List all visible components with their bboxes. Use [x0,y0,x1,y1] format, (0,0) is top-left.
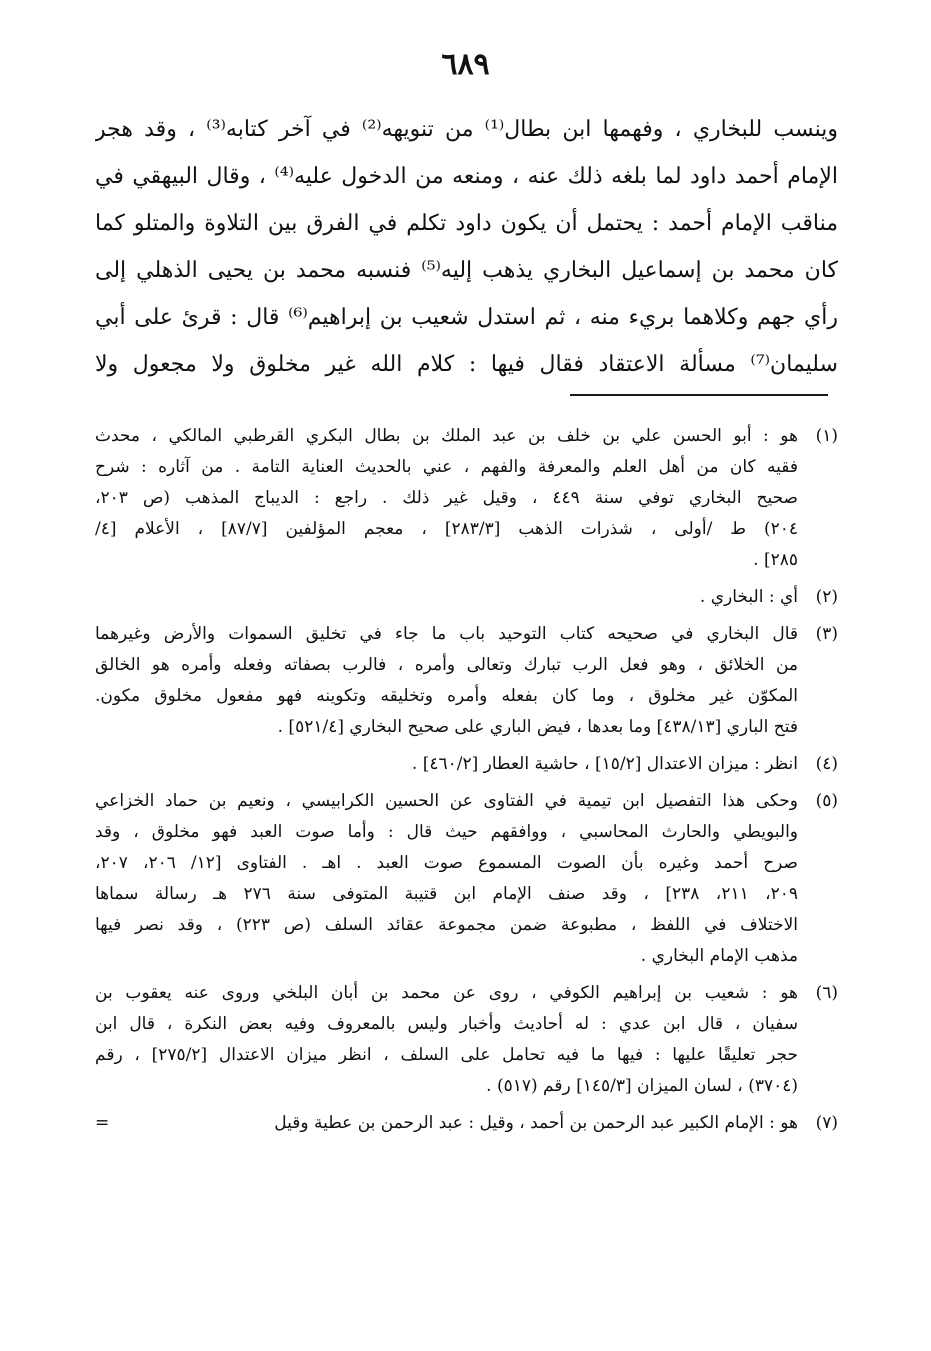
footnote-4 [95,749,838,780]
footnote-6 [95,978,838,1102]
footnote-line: قال البخاري في صحيحه كتاب التوحيد باب ما جاء في تخليق السموات والأرض وغيرهما [95,624,798,644]
footnote-line: هو : أبو الحسن علي بن خلف بن عبد الملك بن بطال البكري القرطبي المالكي ، محدث [95,426,798,446]
footnote-1 [95,421,838,576]
main-text [95,106,838,388]
footnote-line: هو : شعيب بن إبراهيم الكوفي ، روى عن محمد بن أبان البلخي وروى عنه يعقوب بن [95,983,798,1003]
footnote-line: مذهب الإمام البخاري . [640,946,798,966]
footnotes [95,421,838,1145]
footnote-5 [95,786,838,972]
footnote-line: فقيه كان من أهل العلم والمعرفة والفهم ، عني بالحديث العناية التامة . من آثاره : شرح [95,457,798,477]
page-number: ٦٨٩ [441,47,490,82]
footnote-line: أي : البخاري . [699,587,798,607]
footnote-body [95,749,798,780]
footnote-line: حجر تعليقًا عليها : فيها ما فيه تحامل على السلف ، انظر ميزان الاعتدال [٢٧٥/٢] ، رقم [95,1045,798,1065]
main-text-line: مناقب الإمام أحمد : يحتمل أن يكون داود تكلم في الفرق بين التلاوة والمتلو كما [95,211,838,236]
footnote-number: (٧) [815,1113,838,1133]
footnote-line: انظر : ميزان الاعتدال [١٥/٢] ، حاشية العطار [٤٦٠/٢] . [411,754,798,774]
footnote-3 [95,619,838,743]
footnote-number: (٣) [815,624,838,644]
footnote-body [95,978,798,1102]
footnote-number: (٥) [815,791,838,811]
footnote-line: من الخلائق ، وهو فعل الرب تبارك وتعالى وأمره ، فالرب بصفاته وفعله وأمره هو الخالق [95,655,798,675]
footnote-line: والبويطي والحارث المحاسبي ، ووافقهم حيث قال : وأما صوت العبد فهو مخلوق ، وقد [95,822,798,842]
footnote-body [95,619,798,743]
footnote-line: وحكى هذا التفصيل ابن تيمية في الفتاوى عن الحسين الكرابيسي ، ونعيم بن حماد الخزاعي [95,791,798,811]
footnote-body [95,786,798,972]
footnote-number: (٢) [815,587,838,607]
footnote-line: فتح الباري [٤٣٨/١٣] وما بعدها ، فيض الباري على صحيح البخاري [٥٢١/٤] . [277,717,798,737]
footnote-separator [570,394,828,396]
footnote-number: (٦) [815,983,838,1003]
footnote-7 [95,1108,838,1139]
footnote-line: المكوّن غير مخلوق ، وما كان بفعله وأمره وتخليقه وتكوينه فهو مفعول مخلوق مكون. [95,686,798,706]
footnote-2 [95,582,838,613]
footnote-line: الاختلاف في اللفظ ، مطبوعة ضمن مجموعة عقائد السلف (ص ٢٢٣) ، وقد نصر فيها [95,915,798,935]
footnote-line: هو : الإمام الكبير عبد الرحمن بن أحمد ، وقيل : عبد الرحمن بن عطية وقيل [274,1113,798,1133]
footnote-line: سفيان ، قال ابن عدي : له أحاديث وأخبار وليس بالمعروف وفيه بعض النكرة ، قال ابن [95,1014,798,1034]
footnote-body [95,582,798,613]
footnote-line: ٢٠٩، ٢١١، ٢٣٨] ، وقد صنف الإمام ابن قتيبة المتوفى سنة ٢٧٦ هـ رسالة سماها [95,884,798,904]
footnote-line: ٢٠٤) ط /أولى ، شذرات الذهب [٢٨٣/٣] ، معجم المؤلفين [٨٧/٧] ، الأعلام [٤/ [95,519,798,539]
footnote-body [95,421,798,576]
footnote-line: صحيح البخاري توفي سنة ٤٤٩ ، وقيل غير ذلك . راجع : الديباج المذهب (ص ٢٠٣، [95,488,798,508]
footnote-line: صرح أحمد وغيره بأن الصوت المسموع صوت العبد . اهـ . الفتاوى [١٢/ ٢٠٦، ٢٠٧، [95,853,798,873]
main-text-line: وينسب للبخاري ، وفهمها ابن بطال⁽¹⁾ من تنويهه⁽²⁾ في آخر كتابه⁽³⁾ ، وقد هجر [95,117,838,142]
footnote-number: (٤) [815,754,838,774]
main-text-line: كان محمد بن إسماعيل البخاري يذهب إليه⁽⁵⁾ فنسبه محمد بن يحيى الذهلي إلى [95,258,838,283]
footnote-body [95,1108,798,1139]
footnote-number: (١) [815,426,838,446]
continuation-mark: = [95,1113,110,1133]
footnote-line: ٢٨٥] . [753,550,798,570]
main-text-line: الإمام أحمد داود لما بلغه ذلك عنه ، ومنعه من الدخول عليه⁽⁴⁾ ، وقال البيهقي في [95,164,838,189]
main-text-line: سليمان⁽⁷⁾ مسألة الاعتقاد فقال فيها : كلام الله غير مخلوق ولا مجعول ولا [95,352,838,377]
footnote-line: (٣٧٠٤) ، لسان الميزان [١٤٥/٣] رقم (٥١٧) . [486,1076,798,1096]
main-text-line: رأي جهم وكلاهما بريء منه ، ثم استدل شعيب بن إبراهيم⁽⁶⁾ قال : قرئ على أبي [95,305,838,330]
